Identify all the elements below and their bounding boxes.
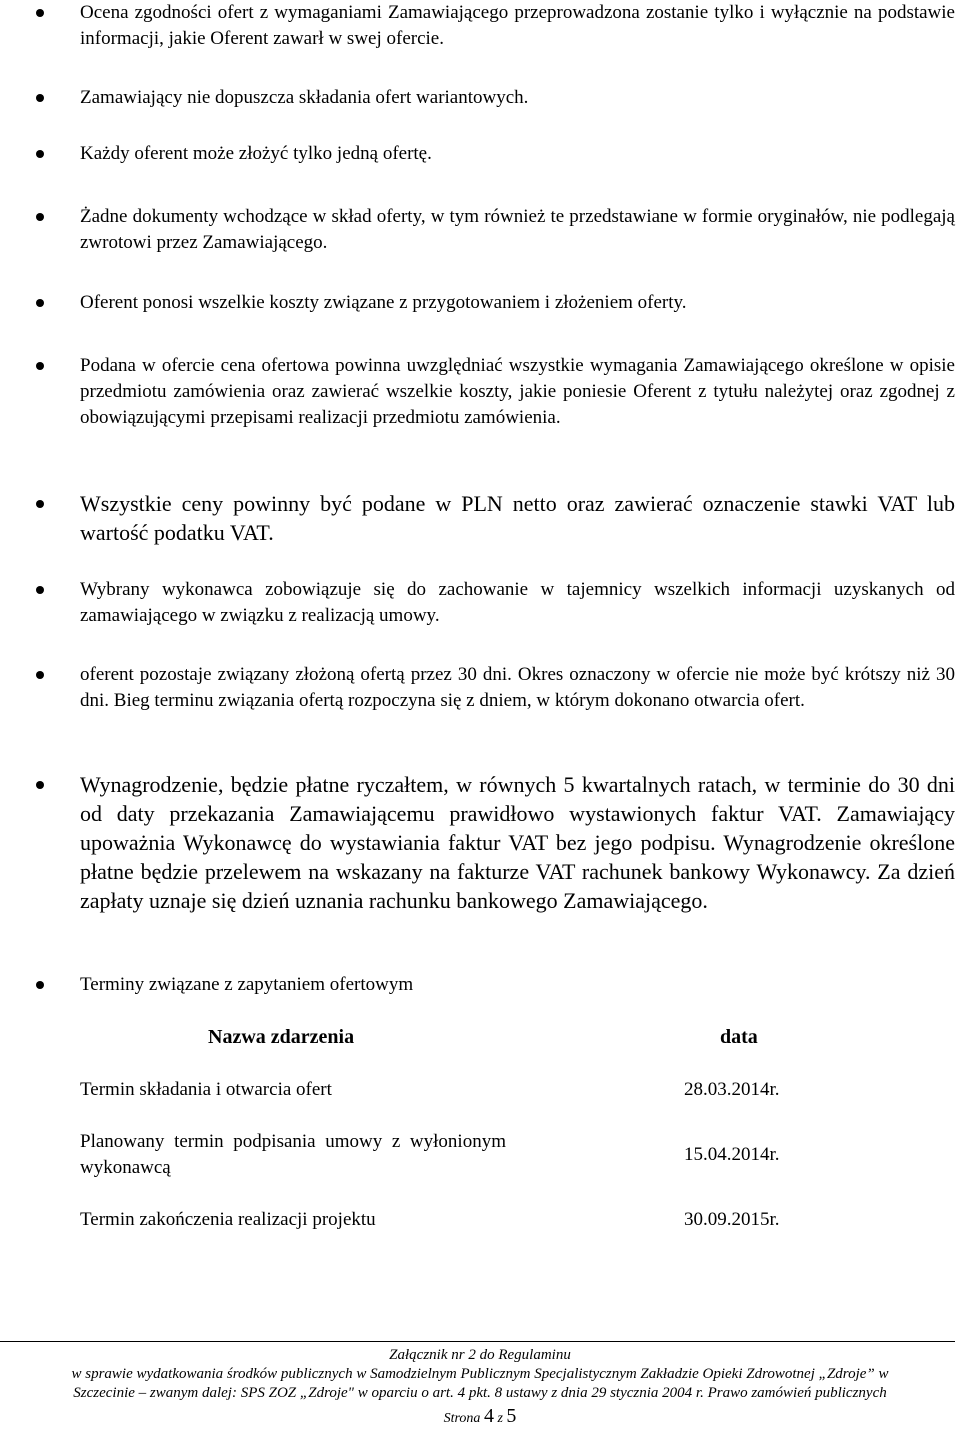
bullet-icon	[36, 500, 44, 508]
table-cell-date: 28.03.2014r.	[684, 1079, 780, 1100]
footer-line: w sprawie wydatkowania środków publicznych w Samodzielnym Publicznym Specjalistycznym Zakładzie Opieki Zdrowotnej „Zdroje” w	[71, 1366, 889, 1382]
column-header-event: Nazwa zdarzenia	[208, 1026, 355, 1048]
list-item-text: Wszystkie ceny powinny być podane w PLN netto oraz zawierać oznaczenie stawki VAT lub wartość podatku VAT.	[80, 491, 955, 545]
list-item-text: Oferent ponosi wszelkie koszty związane z przygotowaniem i złożeniem oferty.	[80, 292, 687, 313]
column-header-date: data	[720, 1026, 758, 1048]
bullet-icon	[36, 981, 44, 989]
list-item-text: Zamawiający nie dopuszcza składania ofert wariantowych.	[80, 87, 529, 108]
list-item-text: Każdy oferent może złożyć tylko jedną ofertę.	[80, 143, 432, 164]
list-item-text: Wybrany wykonawca zobowiązuje się do zachowanie w tajemnicy wszelkich informacji uzyskanych od zamawiającego w związku z realizacją umowy.	[80, 579, 955, 626]
bullet-icon	[36, 299, 44, 307]
list-item-text: Ocena zgodności ofert z wymaganiami Zamawiającego przeprowadzona zostanie tylko i wyłącznie na podstawie informacji, jakie Oferent zawarł w swej ofercie.	[80, 2, 955, 49]
bullet-icon	[36, 586, 44, 594]
list-item-text: Terminy związane z zapytaniem ofertowym	[80, 974, 414, 995]
table-cell-date: 15.04.2014r.	[684, 1144, 780, 1165]
table-cell-event: Planowany termin podpisania umowy z wyłonionym wykonawcą	[80, 1131, 506, 1178]
footer-divider	[0, 1341, 955, 1342]
table-cell-date: 30.09.2015r.	[684, 1209, 780, 1230]
bullet-icon	[36, 213, 44, 221]
bullet-icon	[36, 94, 44, 102]
table-cell-event: Termin zakończenia realizacji projektu	[80, 1209, 376, 1230]
page-of: z	[497, 1411, 503, 1426]
table-cell-event: Termin składania i otwarcia ofert	[80, 1079, 332, 1100]
page-current: 4	[483, 1405, 494, 1427]
page-number	[0, 1405, 960, 1430]
page-label: Strona	[443, 1411, 481, 1426]
bullet-icon	[36, 781, 44, 789]
bullet-icon	[36, 9, 44, 17]
bullet-icon	[36, 362, 44, 370]
list-item-text: Żadne dokumenty wchodzące w skład oferty, w tym również te przedstawiane w formie oryginałów, nie podlegają zwrotowi przez Zamawiającego.	[80, 206, 955, 253]
bullet-icon	[36, 150, 44, 158]
list-item-text: Podana w ofercie cena ofertowa powinna uwzględniać wszystkie wymagania Zamawiającego określone w opisie przedmiotu zamówienia oraz zawierać wszelkie koszty, jakie poniesie Oferent z tytułu należytej oraz zgodnej z obowiązującymi przepisami realizacji przedmiotu zamówienia.	[80, 355, 955, 428]
footer-line: Szczecinie – zwanym dalej: SPS ZOZ „Zdroje" w oparciu o art. 4 pkt. 8 ustawy z dnia 29 stycznia 2004 r. Prawo zamówień publicznych	[73, 1385, 887, 1401]
list-item-text: oferent pozostaje związany złożoną ofertą przez 30 dni. Okres oznaczony w ofercie nie może być krótszy niż 30 dni. Bieg terminu związania ofertą rozpoczyna się z dniem, w którym dokonano otwarcia ofert.	[80, 664, 955, 711]
list-item-text: Wynagrodzenie, będzie płatne ryczałtem, w równych 5 kwartalnych ratach, w terminie do 30 dni od daty przekazania Zamawiającemu prawidłowo wystawionych faktur VAT. Zamawiający upoważnia Wykonawcę do wystawiania faktur VAT bez jego podpisu. Wynagrodzenie określone płatne będzie przelewem na wskazany na fakturze VAT rachunek bankowy Wykonawcy. Za dzień zapłaty uznaje się dzień uznania rachunku bankowego Zamawiającego.	[80, 772, 955, 913]
page-total: 5	[506, 1405, 517, 1427]
bullet-icon	[36, 671, 44, 679]
footer-title: Załącznik nr 2 do Regulaminu	[389, 1347, 571, 1363]
